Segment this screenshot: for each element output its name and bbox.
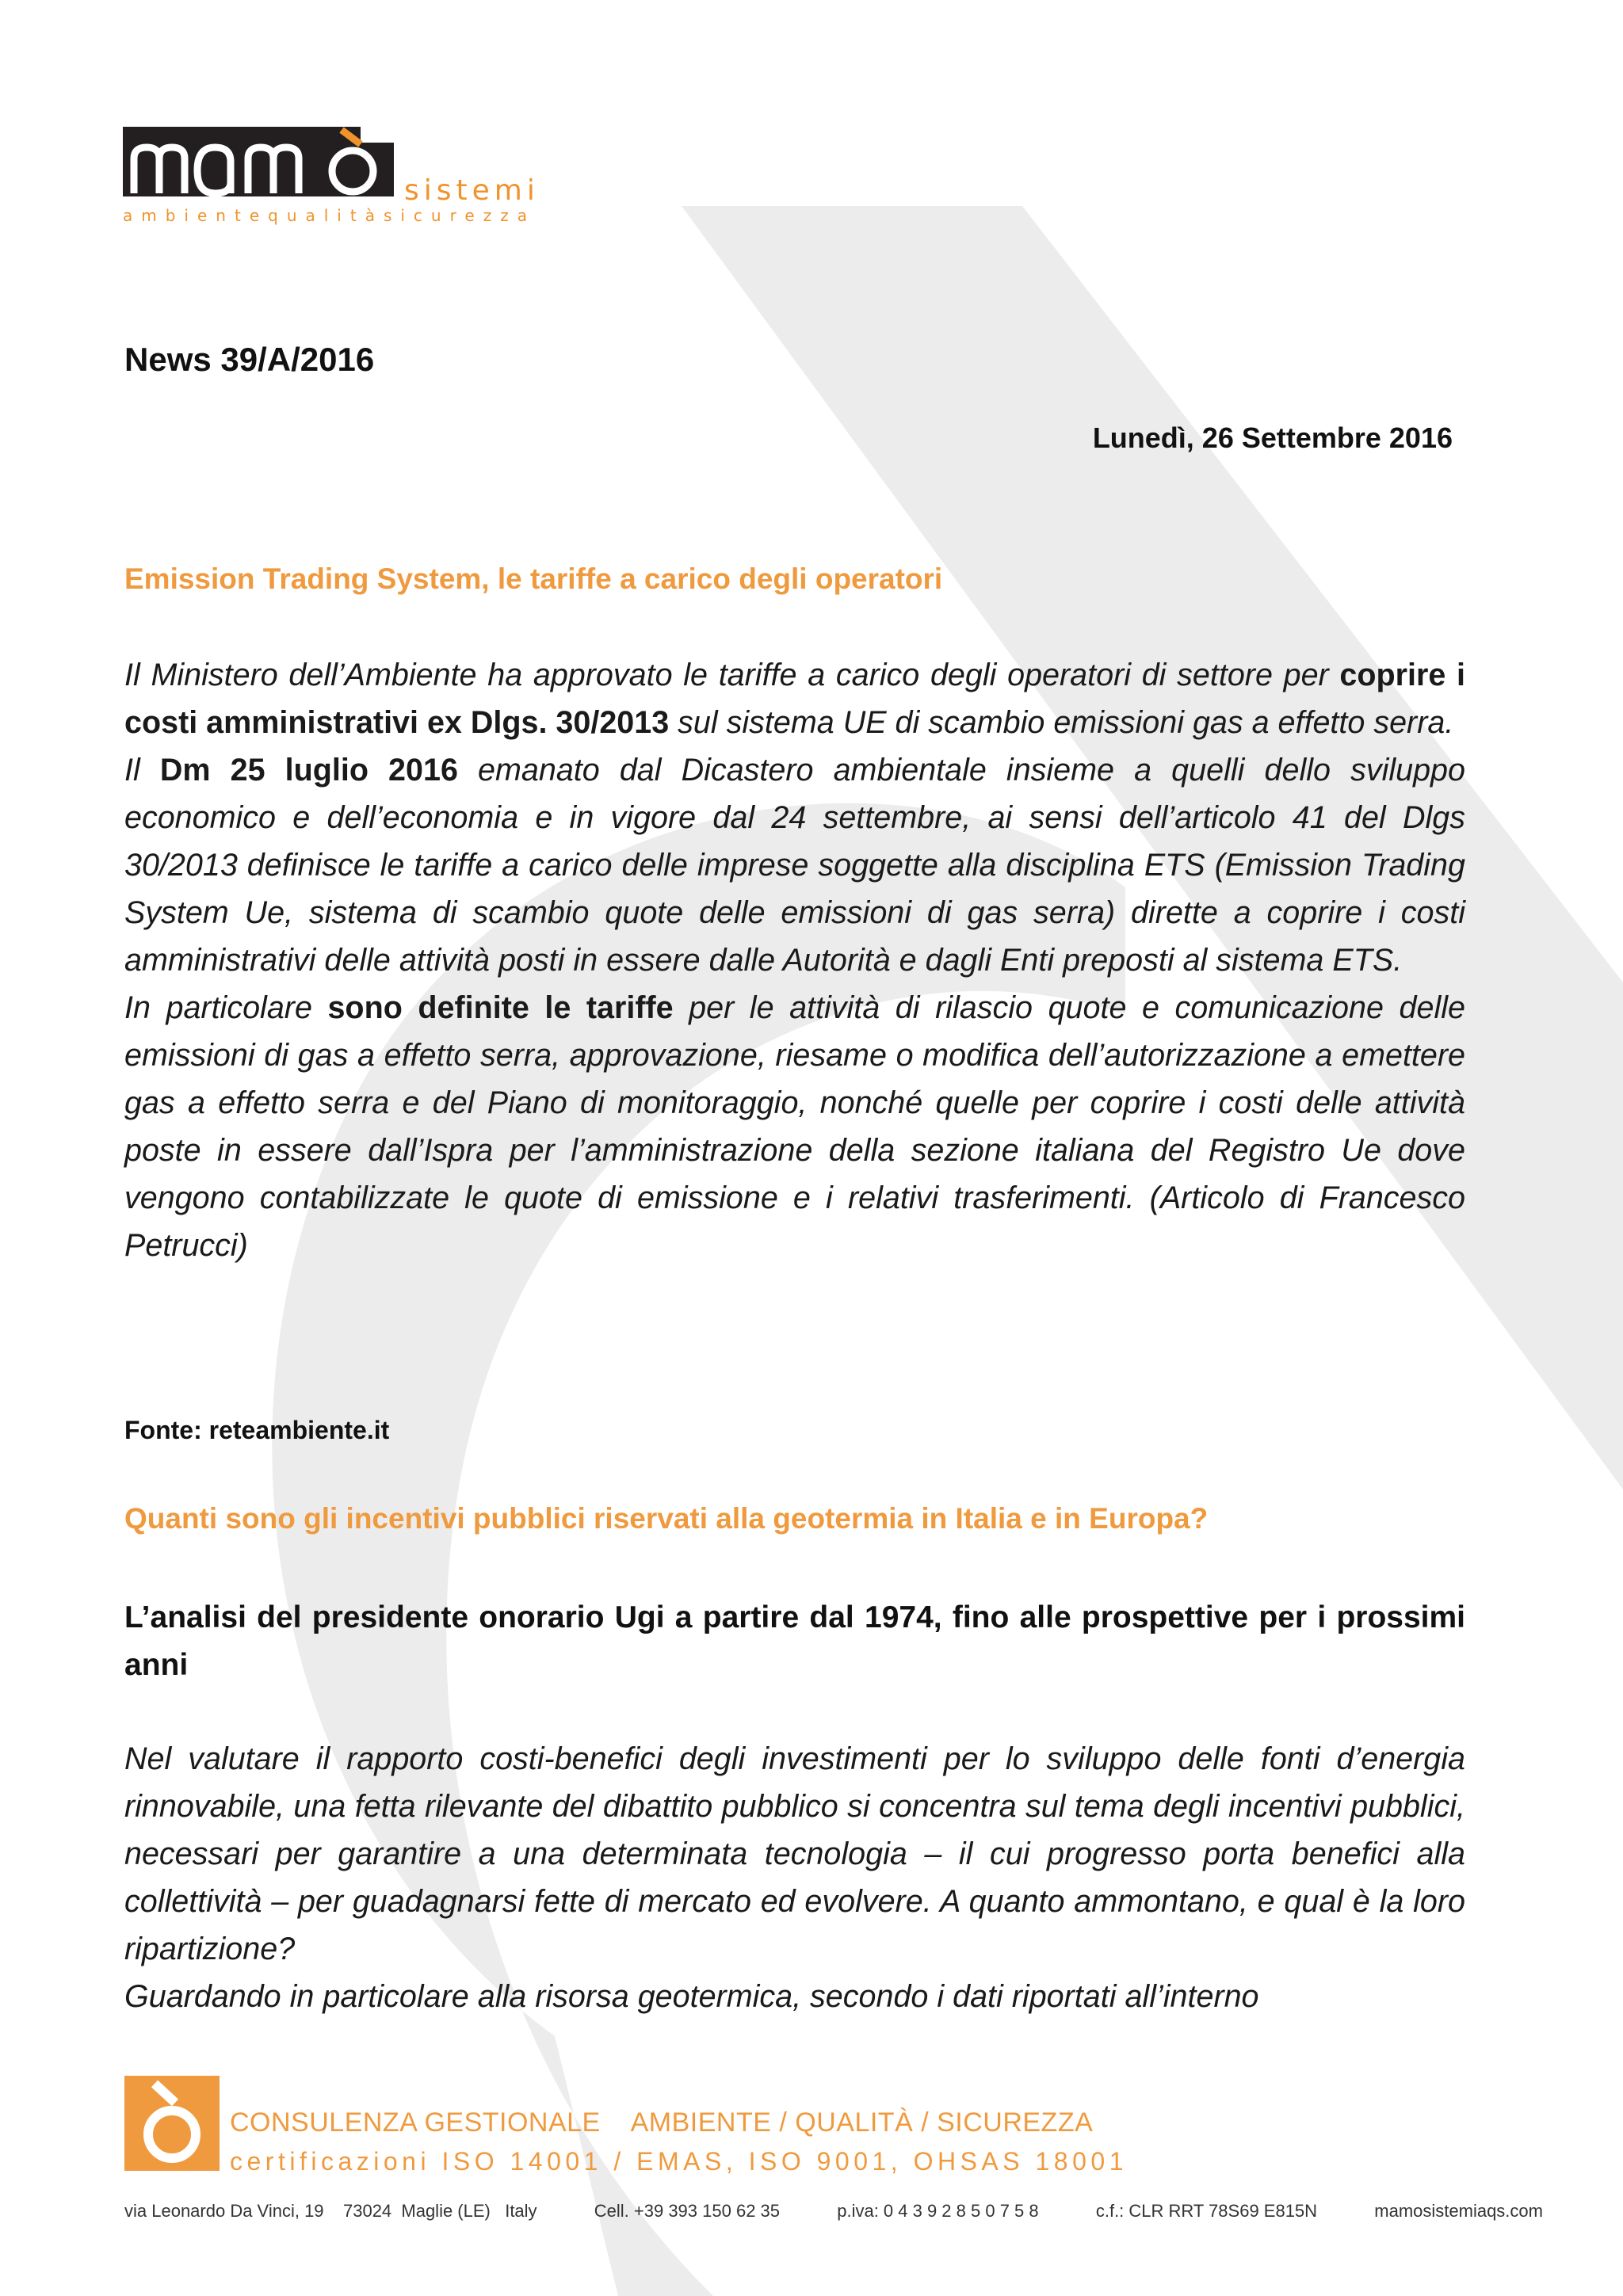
bold-run: Dm 25 luglio 2016 [159, 753, 458, 788]
footer-certifications: certificazioni ISO 14001 / EMAS, ISO 9001, OHSAS 18001 [230, 2147, 1128, 2176]
article-1-paragraph [124, 746, 1465, 984]
article-2-paragraph: Guardando in particolare alla risorsa geotermica, secondo i dati riportati all’interno [124, 1979, 1259, 2014]
footer-contacts [124, 2201, 1543, 2222]
article-1-paragraph [124, 651, 1465, 746]
footer-phone: Cell. +39 393 150 62 35 [594, 2201, 781, 2221]
company-logo [123, 127, 551, 230]
article-2-subtitle: L’analisi del presidente onorario Ugi a partire dal 1974, fino alle prospettive per i prossimi anni [124, 1600, 1465, 1682]
logo-brand-suffix: sistemi [404, 174, 540, 207]
mamo-logo-mark [123, 127, 394, 196]
article-2-title: Quanti sono gli incentivi pubblici riservati alla geotermia in Italia e in Europa? [124, 1502, 1209, 1535]
footer-fiscal-code: c.f.: CLR RRT 78S69 E815N [1095, 2201, 1318, 2221]
footer-services: CONSULENZA GESTIONALE AMBIENTE / QUALITÀ / SICUREZZA [230, 2107, 1094, 2138]
text-run: In particolare [124, 990, 328, 1025]
text-run: emanato dal Dicastero ambientale insieme a quelli dello sviluppo economico e dell’economia e in vigore dal 24 settembre, ai sensi dell’articolo 41 del Dlgs 30/2013 definisce le tariffe a carico delle imprese soggette alla disciplina ETS (Emission Trading System Ue, sistema di scambio quote delle emissioni di gas serra) dirette a coprire i costi amministrativi delle attività posti in essere dalle Autorità e dagli Enti preposti al sistema ETS. [124, 753, 1465, 978]
footer-address: via Leonardo Da Vinci, 19 73024 Maglie (LE) Italy [124, 2201, 537, 2221]
text-run: Il [124, 753, 160, 788]
article-1-source: Fonte: reteambiente.it [124, 1416, 390, 1444]
article-2-body [124, 1735, 1465, 2020]
news-identifier: News 39/A/2016 [124, 341, 375, 378]
footer-logo-icon [124, 2076, 220, 2171]
article-2-paragraph: Nel valutare il rapporto costi-benefici degli investimenti per lo sviluppo delle fonti d’energia rinnovabile, una fetta rilevante del dibattito pubblico si concentra sul tema degli incentivi pubblici, necessari per garantire a una determinata tecnologia – il cui progresso porta benefici alla collettività – per guadagnarsi fette di mercato ed evolvere. A quanto ammontano, e qual è la loro ripartizione? [124, 1741, 1465, 1966]
text-run: Il Ministero dell’Ambiente ha approvato le tariffe a carico degli operatori di settore per [124, 658, 1340, 692]
footer-vat: p.iva: 0 4 3 9 2 8 5 0 7 5 8 [837, 2201, 1039, 2221]
article-1-title: Emission Trading System, le tariffe a carico degli operatori [124, 563, 943, 595]
article-1-body [124, 651, 1465, 1269]
bold-run: coprire i costi amministrativi ex Dlgs. 30/2013 [124, 658, 1465, 740]
article-1-paragraph [124, 984, 1465, 1269]
text-run: sul sistema UE di scambio emissioni gas a effetto serra. [669, 705, 1454, 740]
publication-date: Lunedì, 26 Settembre 2016 [1092, 421, 1453, 454]
bold-run: sono definite le tariffe [327, 990, 674, 1025]
logo-tagline: ambientequalitàsicurezza [123, 206, 536, 225]
footer-website[interactable]: mamosistemiaqs.com [1374, 2201, 1543, 2221]
text-run: per le attività di rilascio quote e comunicazione delle emissioni di gas a effetto serra, approvazione, riesame o modifica dell’autorizzazione a emettere gas a effetto serra e del Piano di monitoraggio, nonché quelle per coprire i costi delle attività poste in essere dall’Ispra per l’amministrazione della sezione italiana del Registro Ue dove vengono contabilizzate le quote di emissione e i relativi trasferimenti. (Articolo di Francesco Petrucci) [124, 990, 1465, 1263]
